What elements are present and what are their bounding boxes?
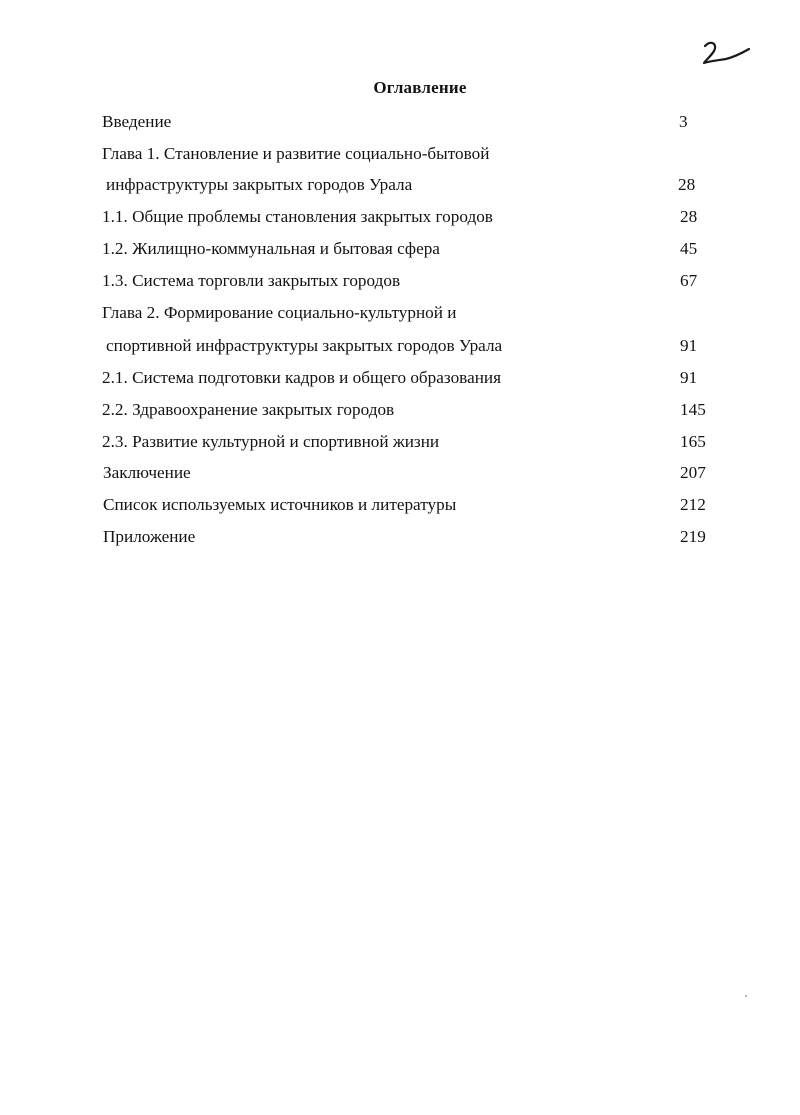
toc-entry — [0, 301, 800, 325]
toc-entry-title: инфраструктуры закрытых городов Урала — [106, 175, 413, 194]
toc-entry-page: 207 — [680, 463, 706, 482]
toc-entry-page: 45 — [680, 239, 698, 258]
toc-entry — [0, 366, 800, 390]
handwritten-page-number — [696, 38, 752, 72]
toc-entry-page: 91 — [680, 368, 698, 387]
toc-entry-page: 145 — [680, 400, 706, 419]
toc-entry-title: Глава 2. Формирование социально-культурной и — [102, 303, 457, 322]
toc-entry-page: 165 — [680, 432, 706, 451]
toc-entry-page: 212 — [680, 495, 706, 514]
toc-entry-title: Приложение — [103, 527, 196, 546]
toc-entry — [0, 269, 800, 293]
toc-entry-title: Введение — [102, 112, 172, 131]
toc-entry-page: 67 — [680, 271, 698, 290]
toc-entry-title: Глава 1. Становление и развитие социально-бытовой — [102, 144, 490, 163]
toc-entry — [0, 525, 800, 549]
toc-entry — [0, 461, 800, 485]
toc-entry-title: 1.3. Система торговли закрытых городов — [102, 271, 401, 290]
toc-entry-title: 1.1. Общие проблемы становления закрытых городов — [102, 207, 493, 226]
toc-entry — [0, 142, 800, 166]
toc-entry-page: 219 — [680, 527, 706, 546]
toc-entry-title: 2.1. Система подготовки кадров и общего образования — [102, 368, 501, 387]
toc-entry — [0, 205, 800, 229]
toc-entry-title: Список используемых источников и литературы — [103, 495, 457, 514]
toc-entry-title: спортивной инфраструктуры закрытых городов Урала — [106, 336, 503, 355]
toc-entry-page: 28 — [678, 175, 696, 194]
toc-entry-title: 1.2. Жилищно-коммунальная и бытовая сфера — [102, 239, 440, 258]
toc-entry-title: Заключение — [103, 463, 191, 482]
toc-entry-title: 2.2. Здравоохранение закрытых городов — [102, 400, 395, 419]
toc-entry — [0, 334, 800, 358]
toc-entry-page: 3 — [679, 112, 688, 131]
toc-entry — [0, 493, 800, 517]
toc-entry — [0, 237, 800, 261]
toc-entry — [0, 173, 800, 197]
toc-entry — [0, 110, 800, 134]
toc-title: Оглавление — [373, 78, 467, 97]
toc-entry-page: 28 — [680, 207, 698, 226]
toc-entry — [0, 398, 800, 422]
toc-entry-page: 91 — [680, 336, 698, 355]
toc-entry — [0, 430, 800, 454]
toc-entry-title: 2.3. Развитие культурной и спортивной жизни — [102, 432, 440, 451]
scan-speck — [745, 995, 747, 997]
